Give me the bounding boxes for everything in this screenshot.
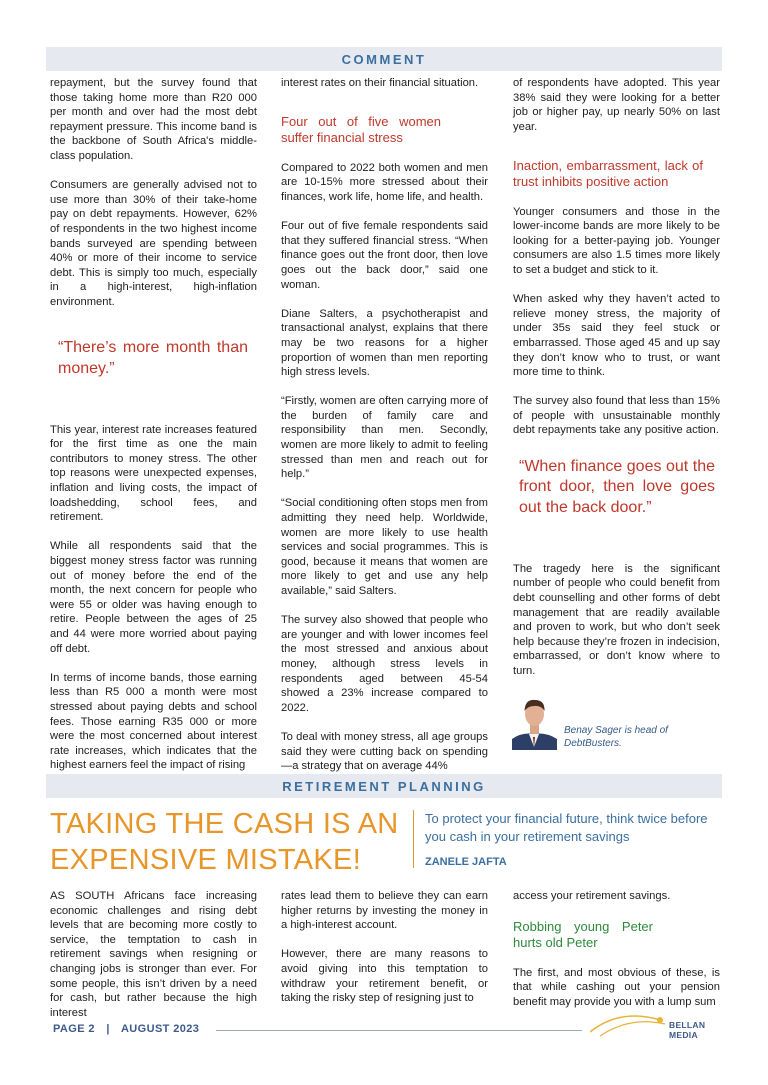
pull-quote: “When finance goes out the front door, then love goes out the back door.” [519, 457, 715, 516]
paragraph: interest rates on their financial situation. [281, 77, 479, 89]
issue-date: AUGUST 2023 [120, 1023, 200, 1035]
paragraph: The tragedy here is the significant number of people who could benefit from debt counselling and other forms of debt management that are readily available and proven to work, but who don’t seek help because they’re frozen in indecision, embarrassed, or don’t know where to turn. [513, 562, 720, 677]
standfirst [413, 810, 725, 868]
footer-rule [216, 1030, 582, 1031]
author-photo [512, 690, 557, 750]
article-column-2 [281, 76, 488, 788]
section-header-comment [46, 47, 722, 71]
paragraph: of respondents have adopted. This year 38% said they were looking for a better job or higher pay, up nearly 50% on last year. [513, 77, 720, 133]
bellan-media-logo [590, 1010, 725, 1040]
article-column-1 [50, 76, 257, 788]
paragraph: In terms of income bands, those earning less than R5 000 a month were most stressed about paying debts and school fees. Those earning R35 000 or more were the most concerned about interest rate increases, which indicates that the highest earners feel the impact of rising [50, 671, 257, 772]
subheading: Robbing young Peter hurts old Peter [513, 919, 653, 951]
headline-line: TAKING THE CASH IS AN [50, 808, 399, 840]
logo-text: BELLAN MEDIA [669, 1020, 706, 1040]
paragraph: repayment, but the survey found that those taking home more than R20 000 per month and over had the most debt repayment pressure. This income band is the backbone of South Africa's middle-class population. [50, 77, 257, 162]
section-title: RETIREMENT PLANNING [282, 779, 486, 794]
paragraph: While all respondents said that the biggest money stress factor was running out of money before the end of the month, the next concern for people who were 55 or older was having enough to retire. People between the ages of 25 and 44 were more worried about paying off debt. [50, 540, 257, 655]
paragraph: This year, interest rate increases featured for the first time as one the main contributors to money stress. The other top reasons were unexpected expenses, inflation and living costs, the impact of loadshedding, school fees, and retirement. [50, 423, 257, 524]
paragraph: When asked why they haven’t acted to relieve money stress, the majority of under 35s said they feel stuck or embarrassed. Those aged 45 and up say they don’t know who to trust, or want more time to think. [513, 293, 720, 379]
subheading: Inaction, embarrassment, lack of trust inhibits positive action [513, 157, 703, 189]
paragraph: The survey also showed that people who are younger and with lower incomes feel the most stressed and anxious about money, although stress levels in respondents aged between 45-54 showed a 23% increase compared to 2022. [281, 614, 488, 714]
subheading: Four out of five women suffer financial stress [281, 114, 441, 146]
section-header-retirement [46, 774, 722, 798]
paragraph: rates lead them to believe they can earn higher returns by investing the money in a high-interest account. [281, 890, 488, 932]
article-column-3 [513, 76, 720, 693]
paragraph: However, there are many reasons to avoid giving into this temptation to withdraw your retirement benefit, or taking the risky step of resigning just to [281, 948, 488, 1005]
paragraph: Four out of five female respondents said that they suffered financial stress. “When finance goes out the front door, then love goes out the back door,” said one woman. [281, 220, 488, 291]
retirement-column-3 [513, 889, 720, 1024]
paragraph: Consumers are generally advised not to use more than 30% of their take-home pay on debt repayments. However, 62% of respondents in the two highest income bands surveyed are spending between 40% or more of their income to service debt. This is simply too much, especially in a high-interest, high-inflation environment. [50, 179, 257, 308]
standfirst-text: To protect your financial future, think twice before you cash in your retirement savings [425, 811, 708, 844]
page-footer [53, 1023, 199, 1035]
paragraph: The first, and most obvious of these, is that while cashing out your pension benefit may provide you with a lump sum [513, 966, 720, 1008]
paragraph: To deal with money stress, all age groups said they were cutting back on spending—a strategy that on average 44% [281, 730, 488, 773]
footer-separator: | [106, 1023, 110, 1035]
paragraph: Compared to 2022 both women and men are 10-15% more stressed about their finances, work life, home life, and health. [281, 161, 488, 203]
pull-quote: “There’s more month than money.” [58, 339, 248, 377]
retirement-column-1 [50, 889, 257, 1035]
section-title: COMMENT [341, 52, 427, 67]
retirement-column-2 [281, 889, 488, 1020]
paragraph: Diane Salters, a psychotherapist and transactional analyst, explains that there may be two reasons for a higher proportion of women than men reporting high stress levels. [281, 307, 488, 379]
article-headline [50, 806, 398, 878]
paragraph: “Firstly, women are often carrying more of the burden of family care and responsibility than men. Secondly, women are more likely to admit to feeling stressed than men and reach out for help.” [281, 395, 488, 481]
paragraph: access your retirement savings. [513, 890, 671, 902]
author-byline: ZANELE JAFTA [425, 856, 507, 868]
headline-line: EXPENSIVE MISTAKE! [50, 844, 362, 876]
paragraph: AS SOUTH Africans face increasing economic challenges and rising debt levels that are becoming more costly to service, the temptation to cash in retirement savings when resigning or changing jobs is stronger than ever. For some people, this isn’t driven by a need for cash, but rather because the high interest [50, 890, 257, 1019]
paragraph: “Social conditioning often stops men from admitting they need help. Worldwide, women are more likely to use health services and social programmes. This is good, because it means that women are more likely to get and use any help available,” said Salters. [281, 497, 488, 597]
page-number: PAGE 2 [53, 1023, 95, 1035]
paragraph: The survey also found that less than 15% of people with unsustainable monthly debt repayments take any positive action. [513, 395, 720, 437]
paragraph: Younger consumers and those in the lower-income bands are more likely to be looking for a better-paying job. Younger consumers are also 1.5 times more likely to set a budget and stick to it. [513, 205, 720, 276]
photo-caption: Benay Sager is head of DebtBusters. [564, 725, 668, 749]
